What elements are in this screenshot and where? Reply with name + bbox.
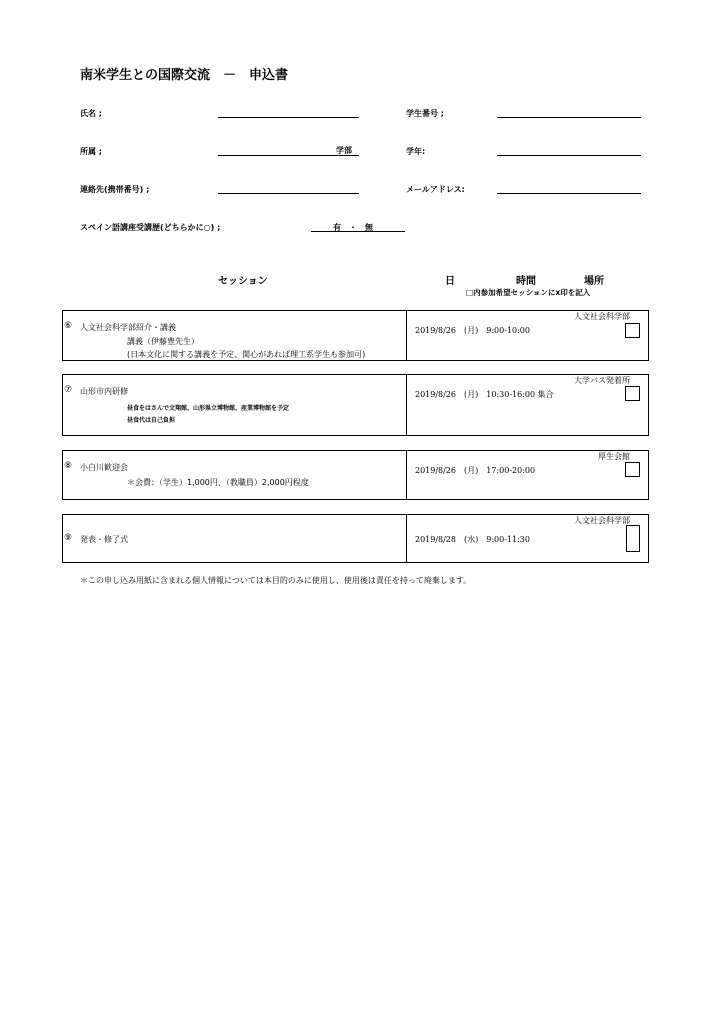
session-venue: 人文社会科学部 [574, 312, 630, 321]
session-name: 発表・修了式 [80, 535, 128, 544]
year-label: 学年: [406, 147, 426, 156]
year-field[interactable] [497, 155, 641, 156]
session-number: ⑨ [64, 533, 73, 543]
email-label: メールアドレス: [406, 185, 465, 194]
session-note: (日本文化に関する講義を予定、関心があれば理工系学生も参加可) [127, 350, 366, 359]
form-title: 南米学生との国際交流 － 申込書 [80, 68, 289, 83]
session-detail: 昼食をはさんで文翔館、山形県立博物館、産業博物館を予定 [127, 405, 290, 412]
faculty-suffix: 学部 [336, 146, 352, 155]
email-field[interactable] [497, 193, 641, 194]
place-header: 場所 [584, 276, 604, 287]
session-7-checkbox[interactable] [625, 386, 640, 401]
session-9-checkbox[interactable] [626, 525, 640, 552]
session-number: ⑧ [64, 461, 73, 471]
session-row-8 [62, 450, 649, 500]
session-8-checkbox[interactable] [625, 462, 640, 477]
session-datetime: 2019/8/26 (月) 17:00-20:00 [415, 466, 536, 475]
student-no-field[interactable] [497, 117, 641, 118]
session-venue: 人文社会科学部 [574, 516, 630, 525]
instruction-note: □内参加希望セッションにx印を記入 [466, 288, 591, 297]
session-6-checkbox[interactable] [625, 323, 640, 338]
phone-label: 連絡先(携帯番号) ; [80, 185, 150, 194]
spanish-underline [311, 231, 405, 232]
session-venue: 厚生会館 [598, 452, 630, 461]
session-datetime: 2019/8/26 (月) 10:30-16:00 集合 [415, 390, 554, 399]
day-header: 日 [445, 276, 455, 287]
session-name: 小白川歓迎会 [80, 463, 128, 472]
privacy-note: ＊この申し込み用紙に含まれる個人情報については本目的のみに使用し、使用後は責任を持って廃棄します。 [80, 576, 472, 585]
session-detail: ＊会費：（学生）1,000円、（教職員）2,000円程度 [127, 478, 309, 487]
session-row-7 [62, 374, 649, 436]
name-field[interactable] [218, 117, 359, 118]
session-venue: 大学バス発着所 [574, 376, 630, 385]
session-number: ⑥ [64, 321, 73, 331]
session-header: セッション [218, 276, 268, 287]
session-row-6 [62, 310, 649, 361]
session-detail: 講義（伊藤豊先生） [127, 337, 199, 346]
spanish-label: スペイン語講座受講歴(どちらかに○) ; [80, 223, 221, 232]
student-no-label: 学生番号 ; [406, 109, 444, 118]
time-header: 時間 [516, 276, 536, 287]
name-label: 氏名 ; [80, 109, 102, 118]
session-datetime: 2019/8/26 (月) 9:00-10:00 [415, 326, 530, 335]
session-datetime: 2019/8/28 (水) 9:00-11:30 [415, 535, 530, 544]
spanish-options[interactable]: 有 ・ 無 [333, 223, 373, 232]
session-name: 山形市内研修 [80, 387, 128, 396]
session-name: 人文社会科学部紹介・講義 [80, 323, 176, 332]
session-row-9 [62, 514, 649, 563]
session-note: 昼食代は自己負担 [127, 417, 176, 424]
phone-field[interactable] [218, 193, 359, 194]
affiliation-label: 所属 ; [80, 147, 102, 156]
session-number: ⑦ [64, 385, 73, 395]
